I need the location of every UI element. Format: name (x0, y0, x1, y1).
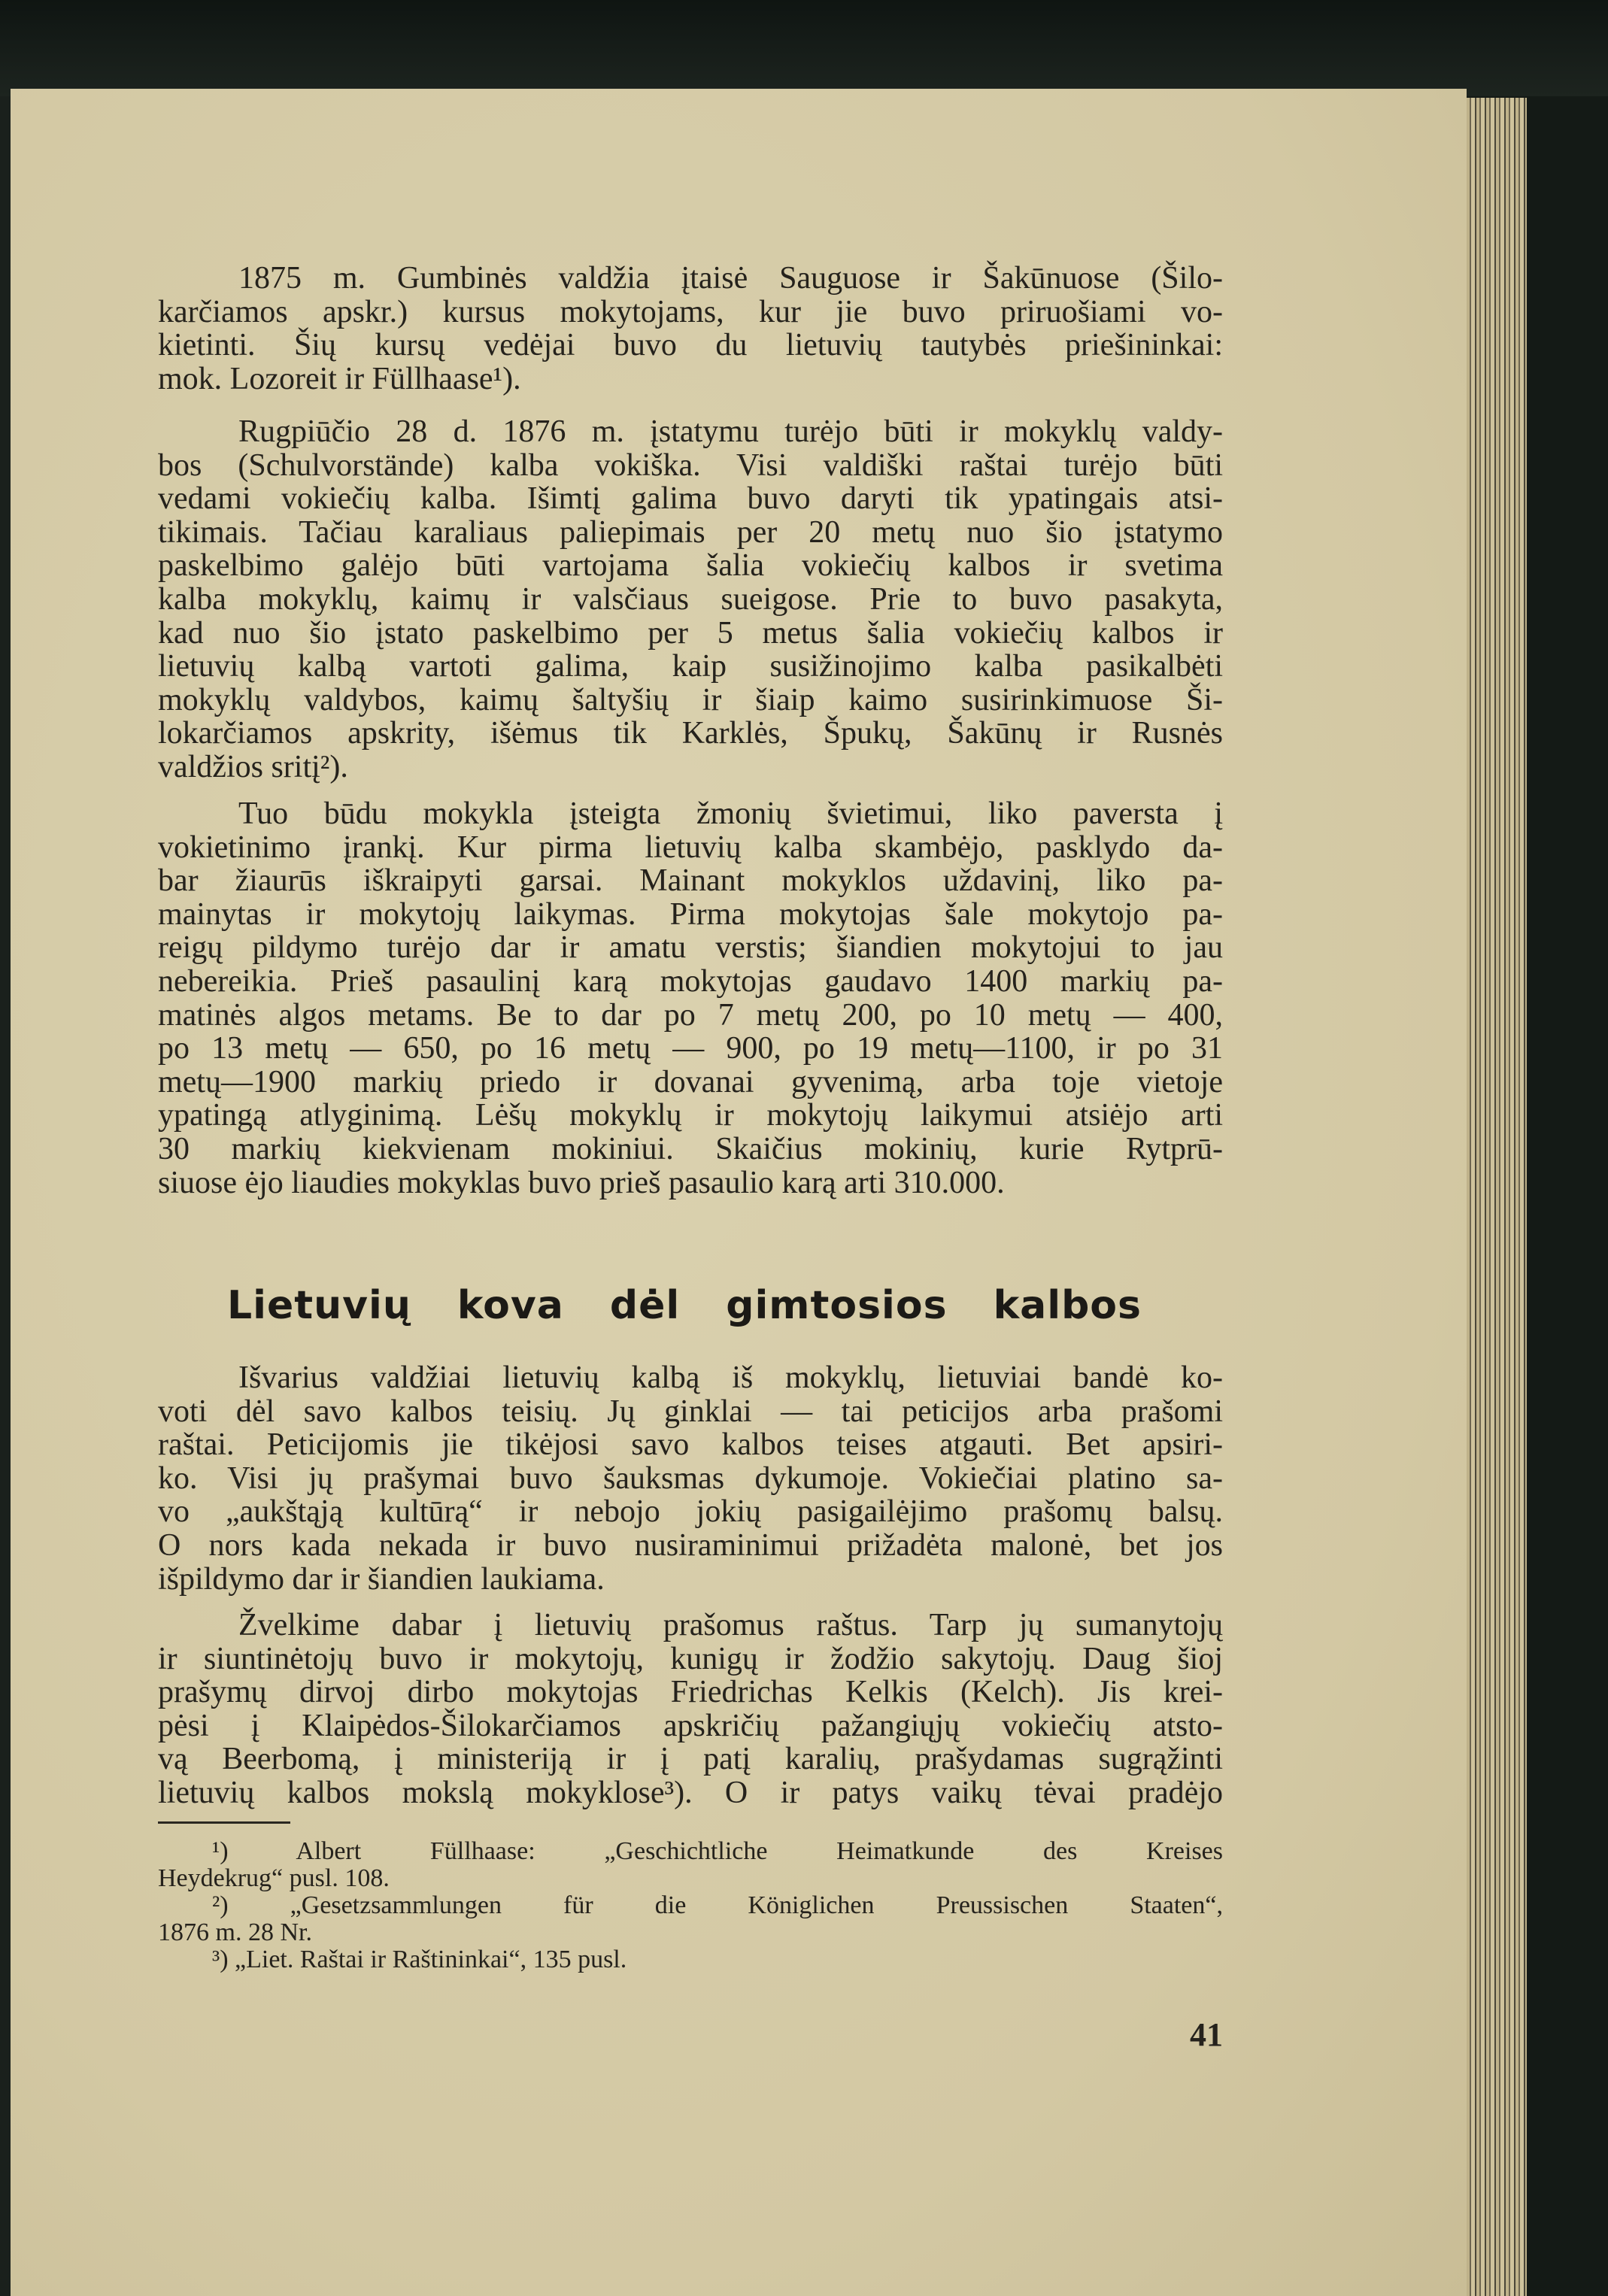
text-line: kietinti. Šių kursų vedėjai buvo du lietuvių tautybės priešininkai: (158, 328, 1223, 363)
text-line: lokarčiamos apskrity, išėmus tik Karklės, Špukų, Šakūnų ir Rusnės (158, 716, 1223, 751)
text-line: ir siuntinėtojų buvo ir mokytojų, kunigų ir žodžio sakytojų. Daug šioj (158, 1641, 1223, 1676)
text-line: kalba mokyklų, kaimų ir valsčiaus sueigose. Prie to buvo pasakyta, (158, 581, 1223, 617)
footnotes (158, 1838, 1223, 1973)
text-line: paskelbimo galėjo būti vartojama šalia vokiečių kalbos ir svetima (158, 548, 1223, 584)
paragraph-2 (158, 415, 1223, 784)
text-line: siuose ėjo liaudies mokyklas buvo prieš pasaulio karą arti 310.000. (158, 1165, 1005, 1200)
text-line: metų—1900 markių priedo ir dovanai gyvenimą, arba toje vietoje (158, 1064, 1223, 1099)
paragraph-5 (158, 1609, 1223, 1810)
text-line: valdžios sritį²). (158, 749, 348, 784)
paragraph-3 (158, 797, 1223, 1200)
text-line: karčiamos apskr.) kursus mokytojams, kur jie buvo priruošiami vo- (158, 294, 1223, 329)
text-line: vo „aukštąją kultūrą“ ir nebojo jokių pasigailėjimo prašomų balsų. (158, 1494, 1223, 1530)
text-line: reigų pildymo turėjo dar ir amatu verstis; šiandien mokytojui to jau (158, 930, 1223, 966)
text-line: vą Beerbomą, į ministeriją ir į patį karalių, prašydamas sugrąžinti (158, 1742, 1223, 1777)
text-line: voti dėl savo kalbos teisių. Jų ginklai — tai peticijos arba prašomi (158, 1394, 1223, 1429)
text-line: pėsi į Klaipėdos-Šilokarčiamos apskričių pažangiųjų vokiečių atsto- (158, 1708, 1223, 1743)
text-line: tikimais. Tačiau karaliaus paliepimais per 20 metų nuo šio įstatymo (158, 514, 1223, 550)
text-line: mokyklų valdybos, kaimų šaltyšių ir šiaip kaimo susirinkimuose Ši- (158, 682, 1223, 717)
text-line: O nors kada nekada ir buvo nusiraminimui prižadėta malonė, bet jos (158, 1527, 1223, 1563)
footnote-1-line: Heydekrug“ pusl. 108. (158, 1864, 390, 1892)
text-line: matinės algos metams. Be to dar po 7 metų 200, po 10 metų — 400, (158, 997, 1223, 1033)
text-line: išpildymo dar ir šiandien laukiama. (158, 1561, 605, 1597)
text-line: 30 markių kiekvienam mokiniui. Skaičius mokinių, kurie Rytprū- (158, 1131, 1223, 1166)
text-line: po 13 metų — 650, po 16 metų — 900, po 19 metų—1100, ir po 31 (158, 1031, 1223, 1066)
text-line: ko. Visi jų prašymai buvo šauksmas dykumoje. Vokiečiai platino sa- (158, 1460, 1223, 1496)
footnote-2-line: ²) „Gesetzsammlungen für die Königlichen Preussischen Staaten“, (212, 1891, 1223, 1919)
footnote-divider (158, 1821, 290, 1824)
text-line: Rugpiūčio 28 d. 1876 m. įstatymu turėjo būti ir mokyklų valdy- (238, 414, 1223, 449)
text-line: kad nuo šio įstato paskelbimo per 5 metus šalia vokiečių kalbos ir (158, 615, 1223, 651)
text-line: bos (Schulvorstände) kalba vokiška. Visi valdiški raštai turėjo būti (158, 447, 1223, 483)
text-line: bar žiaurūs iškraipyti garsai. Mainant mokyklos uždavinį, liko pa- (158, 863, 1223, 899)
section-heading: Lietuvių kova dėl gimtosios kalbos (227, 1283, 1142, 1328)
footnote-2-line: 1876 m. 28 Nr. (158, 1918, 312, 1946)
text-line: lietuvių kalbos mokslą mokyklose³). O ir patys vaikų tėvai pradėjo (158, 1775, 1223, 1810)
text-line: ypatingą atlyginimą. Lėšų mokyklų ir mokytojų laikymui atsiėjo arti (158, 1098, 1223, 1133)
scan-top-border (0, 0, 1608, 96)
text-line: raštai. Peticijomis jie tikėjosi savo kalbos teises atgauti. Bet apsiri- (158, 1427, 1223, 1463)
footnote-3-line: ³) „Liet. Raštai ir Raštininkai“, 135 pusl. (212, 1946, 627, 1973)
paragraph-4 (158, 1361, 1223, 1596)
text-line: vokietinimo įrankį. Kur pirma lietuvių kalba skambėjo, pasklydo da- (158, 830, 1223, 865)
page-number: 41 (1190, 2016, 1223, 2053)
text-line: prašymų dirvoj dirbo mokytojas Friedrichas Kelkis (Kelch). Jis krei- (158, 1675, 1223, 1710)
footnote-1-line: ¹) Albert Füllhaase: „Geschichtliche Heimatkunde des Kreises (212, 1837, 1223, 1865)
text-line: vedami vokiečių kalba. Išimtį galima buvo daryti tik ypatingais atsi- (158, 481, 1223, 517)
paragraph-1 (158, 262, 1223, 396)
text-line: mok. Lozoreit ir Füllhaase¹). (158, 361, 521, 396)
page-edges (1467, 98, 1527, 2296)
text-line: Tuo būdu mokykla įsteigta žmonių švietimui, liko paversta į (238, 796, 1223, 831)
text-line: lietuvių kalbą vartoti galima, kaip susižinojimo kalba pasikalbėti (158, 649, 1223, 684)
text-line: Žvelkime dabar į lietuvių prašomus raštus. Tarp jų sumanytojų (238, 1608, 1223, 1642)
text-line: 1875 m. Gumbinės valdžia įtaisė Sauguose ir Šakūnuose (Šilo- (238, 261, 1223, 296)
text-line: Išvarius valdžiai lietuvių kalbą iš mokyklų, lietuviai bandė ko- (238, 1360, 1223, 1395)
text-line: nebereikia. Prieš pasaulinį karą mokytojas gaudavo 1400 markių pa- (158, 963, 1223, 999)
text-line: mainytas ir mokytojų laikymas. Pirma mokytojas šale mokytojo pa- (158, 896, 1223, 932)
